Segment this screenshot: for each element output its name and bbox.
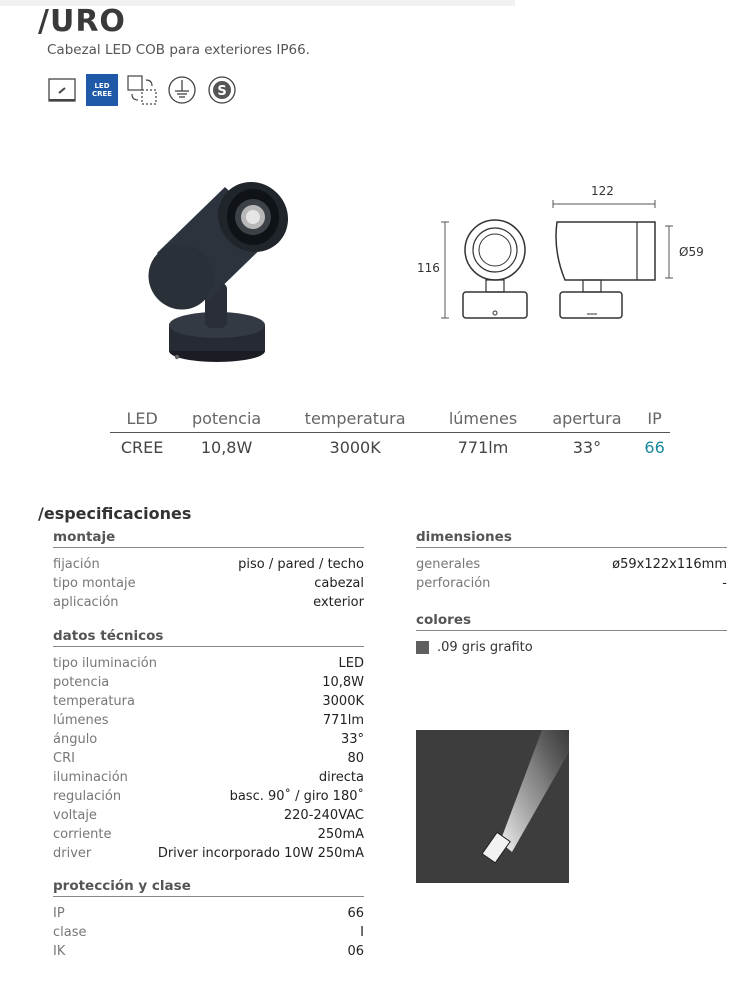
datos-tecnicos-section (53, 628, 364, 863)
spec-value: 33° (340, 732, 364, 747)
spec-value: LED (338, 656, 364, 671)
section-heading: datos técnicos (53, 628, 364, 647)
colores-section (416, 612, 727, 655)
dim-height-label: 116 (417, 261, 440, 275)
adjustable-head-icon (126, 74, 158, 106)
spec-key: tipo iluminación (53, 656, 157, 671)
spec-value: basc. 90˚ / giro 180˚ (229, 789, 364, 804)
summary-value: CREE (120, 438, 164, 457)
spec-key: lúmenes (53, 713, 109, 728)
section-heading: colores (416, 612, 727, 631)
spec-row (53, 730, 364, 749)
spec-key: temperatura (53, 694, 135, 709)
spec-key: fijación (53, 557, 100, 572)
spec-key: perforación (416, 576, 491, 591)
specifications-title: /especificaciones (38, 504, 192, 523)
spec-row (53, 825, 364, 844)
spec-value: 66 (347, 906, 364, 921)
spec-value: 80 (347, 751, 364, 766)
spec-key: aplicación (53, 595, 119, 610)
summary-value: 3000K (329, 438, 381, 457)
feature-icons (46, 74, 238, 106)
summary-header: apertura (535, 407, 640, 433)
spec-row (53, 555, 364, 574)
spec-key: IP (53, 906, 65, 921)
spec-value: 3000K (322, 694, 364, 709)
spec-value: Driver incorporado 10W 250mA (157, 846, 364, 861)
spec-value: 06 (347, 944, 364, 959)
summary-value: 33° (572, 438, 602, 457)
spec-row (53, 787, 364, 806)
spec-value: - (722, 576, 727, 591)
spec-value: piso / pared / techo (238, 557, 364, 572)
summary-header-row (110, 407, 670, 433)
spec-row (53, 692, 364, 711)
spec-value: 220-240VAC (283, 808, 364, 823)
spec-value: exterior (313, 595, 364, 610)
summary-header: potencia (174, 407, 279, 433)
spec-key: iluminación (53, 770, 128, 785)
spec-row (53, 904, 364, 923)
spec-row (53, 844, 364, 863)
dim-width-label: 122 (591, 184, 614, 198)
spec-row (53, 806, 364, 825)
spec-value: ø59x122x116mm (612, 557, 727, 572)
summary-value-row (110, 433, 670, 463)
product-image (135, 175, 300, 370)
spec-row (53, 654, 364, 673)
spec-row (53, 942, 364, 961)
svg-text:S: S (217, 84, 227, 99)
spec-value: cabezal (314, 576, 364, 591)
summary-header: IP (639, 407, 670, 433)
spec-key: driver (53, 846, 92, 861)
spec-row (53, 574, 364, 593)
spec-key: ángulo (53, 732, 98, 747)
spec-value: I (360, 925, 364, 940)
summary-table (110, 407, 670, 462)
dim-diameter-label: Ø59 (679, 245, 704, 259)
cree-badge-bottom: CREE (91, 90, 113, 98)
summary-value: 771lm (457, 438, 509, 457)
summary-header: temperatura (279, 407, 431, 433)
spec-key: regulación (53, 789, 122, 804)
summary-header: lúmenes (431, 407, 534, 433)
proteccion-section (53, 878, 364, 961)
spec-row (53, 673, 364, 692)
section-heading: montaje (53, 529, 364, 548)
color-swatch (416, 641, 429, 654)
spec-row (53, 768, 364, 787)
summary-header: LED (110, 407, 174, 433)
spec-key: CRI (53, 751, 75, 766)
spec-row (416, 574, 727, 593)
spec-key: clase (53, 925, 87, 940)
spec-row (416, 555, 727, 574)
dimension-drawing (415, 180, 715, 325)
spec-row (53, 749, 364, 768)
summary-value-ip: 66 (644, 438, 665, 457)
dimensiones-section (416, 529, 727, 593)
summary-value: 10,8W (200, 438, 253, 457)
surface-mount-icon (46, 74, 78, 106)
spec-key: potencia (53, 675, 110, 690)
beam-illustration (416, 730, 569, 883)
page-subtitle: Cabezal LED COB para exteriores IP66. (47, 42, 310, 58)
spec-row (53, 711, 364, 730)
spec-key: voltaje (53, 808, 97, 823)
color-item (416, 640, 727, 655)
spec-value: 771lm (322, 713, 364, 728)
section-heading: dimensiones (416, 529, 727, 548)
spec-value: directa (318, 770, 364, 785)
spec-key: corriente (53, 827, 112, 842)
spec-key: tipo montaje (53, 576, 136, 591)
spec-row (53, 923, 364, 942)
spec-value: 10,8W (322, 675, 364, 690)
color-label: .09 gris grafito (437, 640, 533, 655)
ground-earth-icon (166, 74, 198, 106)
montaje-section (53, 529, 364, 612)
section-heading: protección y clase (53, 878, 364, 897)
spec-key: generales (416, 557, 481, 572)
spec-row (53, 593, 364, 612)
spec-value: 250mA (317, 827, 364, 842)
page-title: /URO (38, 4, 126, 39)
cree-badge-top: LED (94, 82, 110, 90)
cree-led-badge (86, 74, 118, 106)
s-certification-icon (206, 74, 238, 106)
spec-key: IK (53, 944, 66, 959)
